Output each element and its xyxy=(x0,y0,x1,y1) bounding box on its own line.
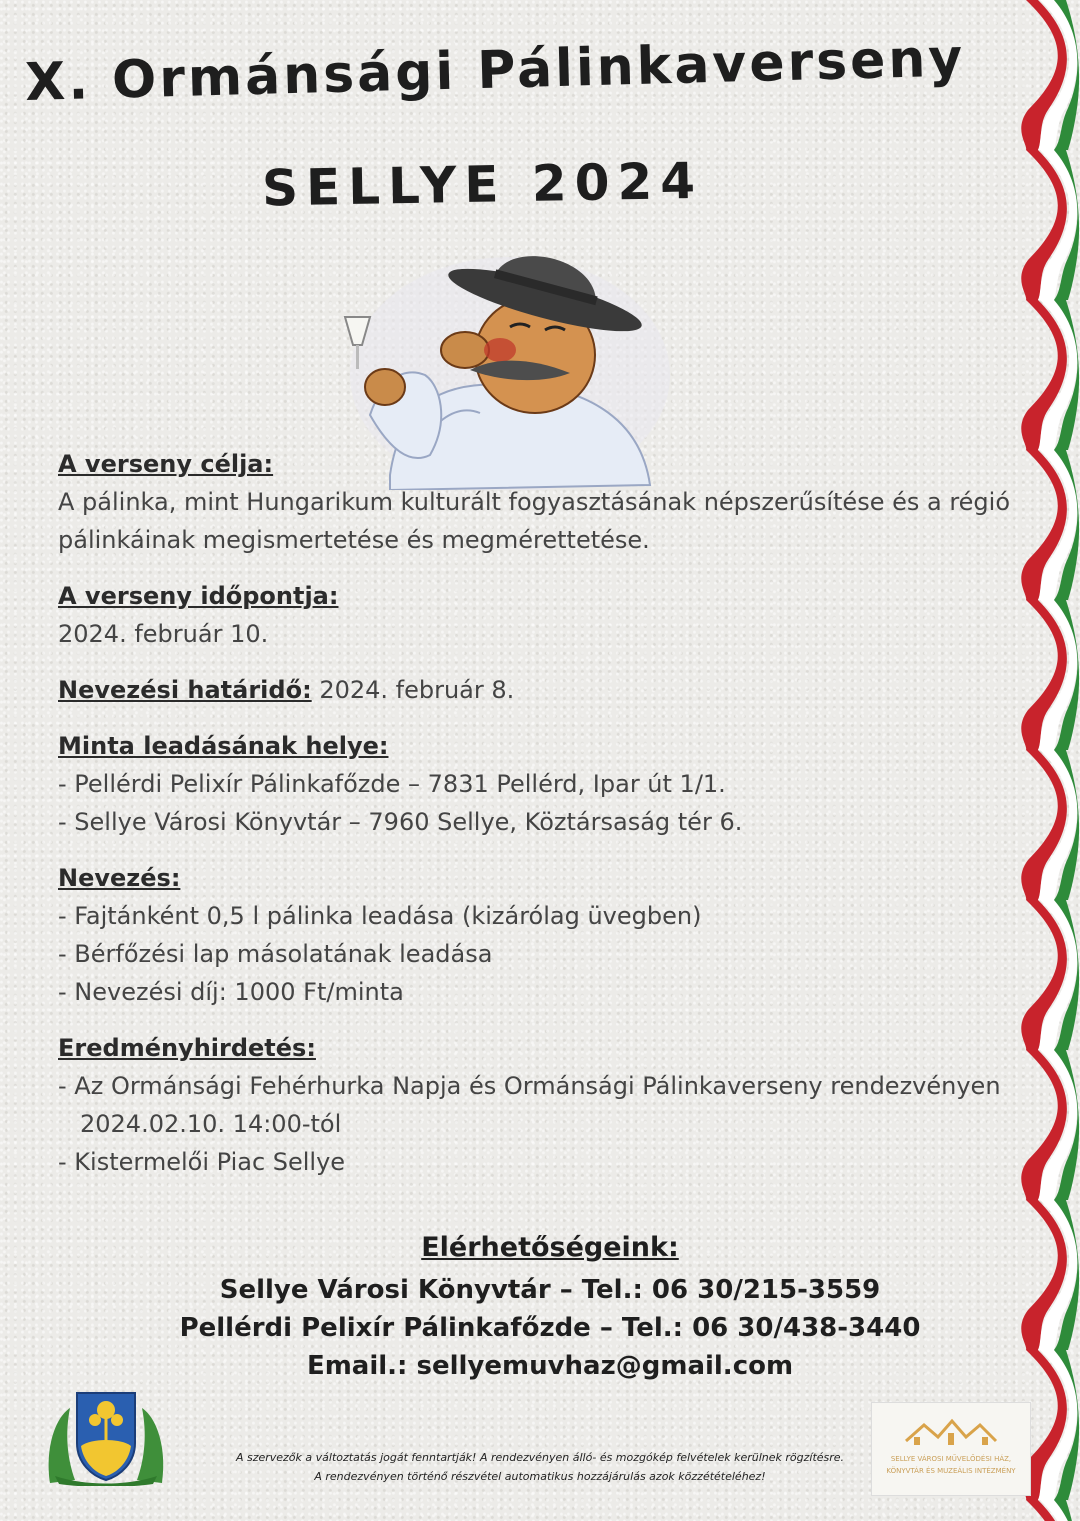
deadline-heading: Nevezési határidő: xyxy=(58,676,312,704)
entry-section xyxy=(58,859,1018,1011)
list-item: - Bérfőzési lap másolatának leadása xyxy=(58,935,1018,973)
date-text: 2024. február 10. xyxy=(58,620,269,648)
contacts-heading: Elérhetőségeink: xyxy=(421,1232,679,1263)
disclaimer xyxy=(195,1448,885,1486)
list-item: - Sellye Városi Könyvtár – 7960 Sellye, Köztársaság tér 6. xyxy=(58,803,1018,841)
contact-distillery-phone: Pellérdi Pelixír Pálinkafőzde – Tel.: 06 30/438-3440 xyxy=(179,1313,921,1343)
drop-off-section xyxy=(58,727,1018,841)
contact-email: Email.: sellyemuvhaz@gmail.com xyxy=(306,1351,794,1381)
date-section xyxy=(58,577,1018,653)
list-item: - Pellérdi Pelixír Pálinkafőzde – 7831 Pellérd, Ipar út 1/1. xyxy=(58,765,1018,803)
poster-content xyxy=(58,445,1018,1199)
drop-off-heading: Minta leadásának helye: xyxy=(58,732,389,760)
list-item: - Az Ormánsági Fehérhurka Napja és Ormánsági Pálinkaverseny rendezvényen 2024.02.10. 14:00-tól xyxy=(58,1067,1018,1143)
date-heading: A verseny időpontja: xyxy=(58,582,339,610)
results-heading: Eredményhirdetés: xyxy=(58,1034,316,1062)
deadline-section xyxy=(58,671,1018,709)
organizer-logo xyxy=(871,1402,1031,1496)
list-item: - Nevezési díj: 1000 Ft/minta xyxy=(58,973,1018,1011)
logo-text-line2: KÖNYVTÁR ÉS MUZEÁLIS INTÉZMÉNY xyxy=(886,1467,1016,1475)
contacts-block xyxy=(0,1232,1080,1389)
list-item: - Fajtánként 0,5 l pálinka leadása (kizárólag üvegben) xyxy=(58,897,1018,935)
goal-text-line1: A pálinka, mint Hungarikum kulturált fogyasztásának népszerűsítése és a régió xyxy=(58,488,1011,516)
entry-heading: Nevezés: xyxy=(58,864,181,892)
rooftops-logo-icon xyxy=(902,1411,1000,1451)
goal-heading: A verseny célja: xyxy=(58,450,274,478)
disclaimer-line2: A rendezvényen történő részvétel automatikus hozzájárulás azok közzétételéhez! xyxy=(314,1470,766,1483)
goal-text-line2: pálinkáinak megismertetése és megmérettetése. xyxy=(58,526,650,554)
logo-text-line1: SELLYE VÁROSI MŰVELŐDÉSI HÁZ, xyxy=(890,1455,1012,1463)
disclaimer-line1: A szervezők a változtatás jogát fenntartják! A rendezvényen álló- és mozgókép felvételek kerülnek rögzítésre. xyxy=(235,1451,845,1464)
results-section xyxy=(58,1029,1018,1181)
coat-of-arms-icon xyxy=(45,1388,167,1486)
contact-library-phone: Sellye Városi Könyvtár – Tel.: 06 30/215-3559 xyxy=(219,1275,881,1305)
deadline-text: 2024. február 8. xyxy=(311,676,515,704)
poster-subtitle: SELLYE 2024 xyxy=(261,151,704,218)
list-item: - Kistermelői Piac Sellye xyxy=(58,1143,1018,1181)
goal-section xyxy=(58,445,1018,559)
poster-title: X. Ormánsági Pálinkaverseny xyxy=(24,28,967,113)
